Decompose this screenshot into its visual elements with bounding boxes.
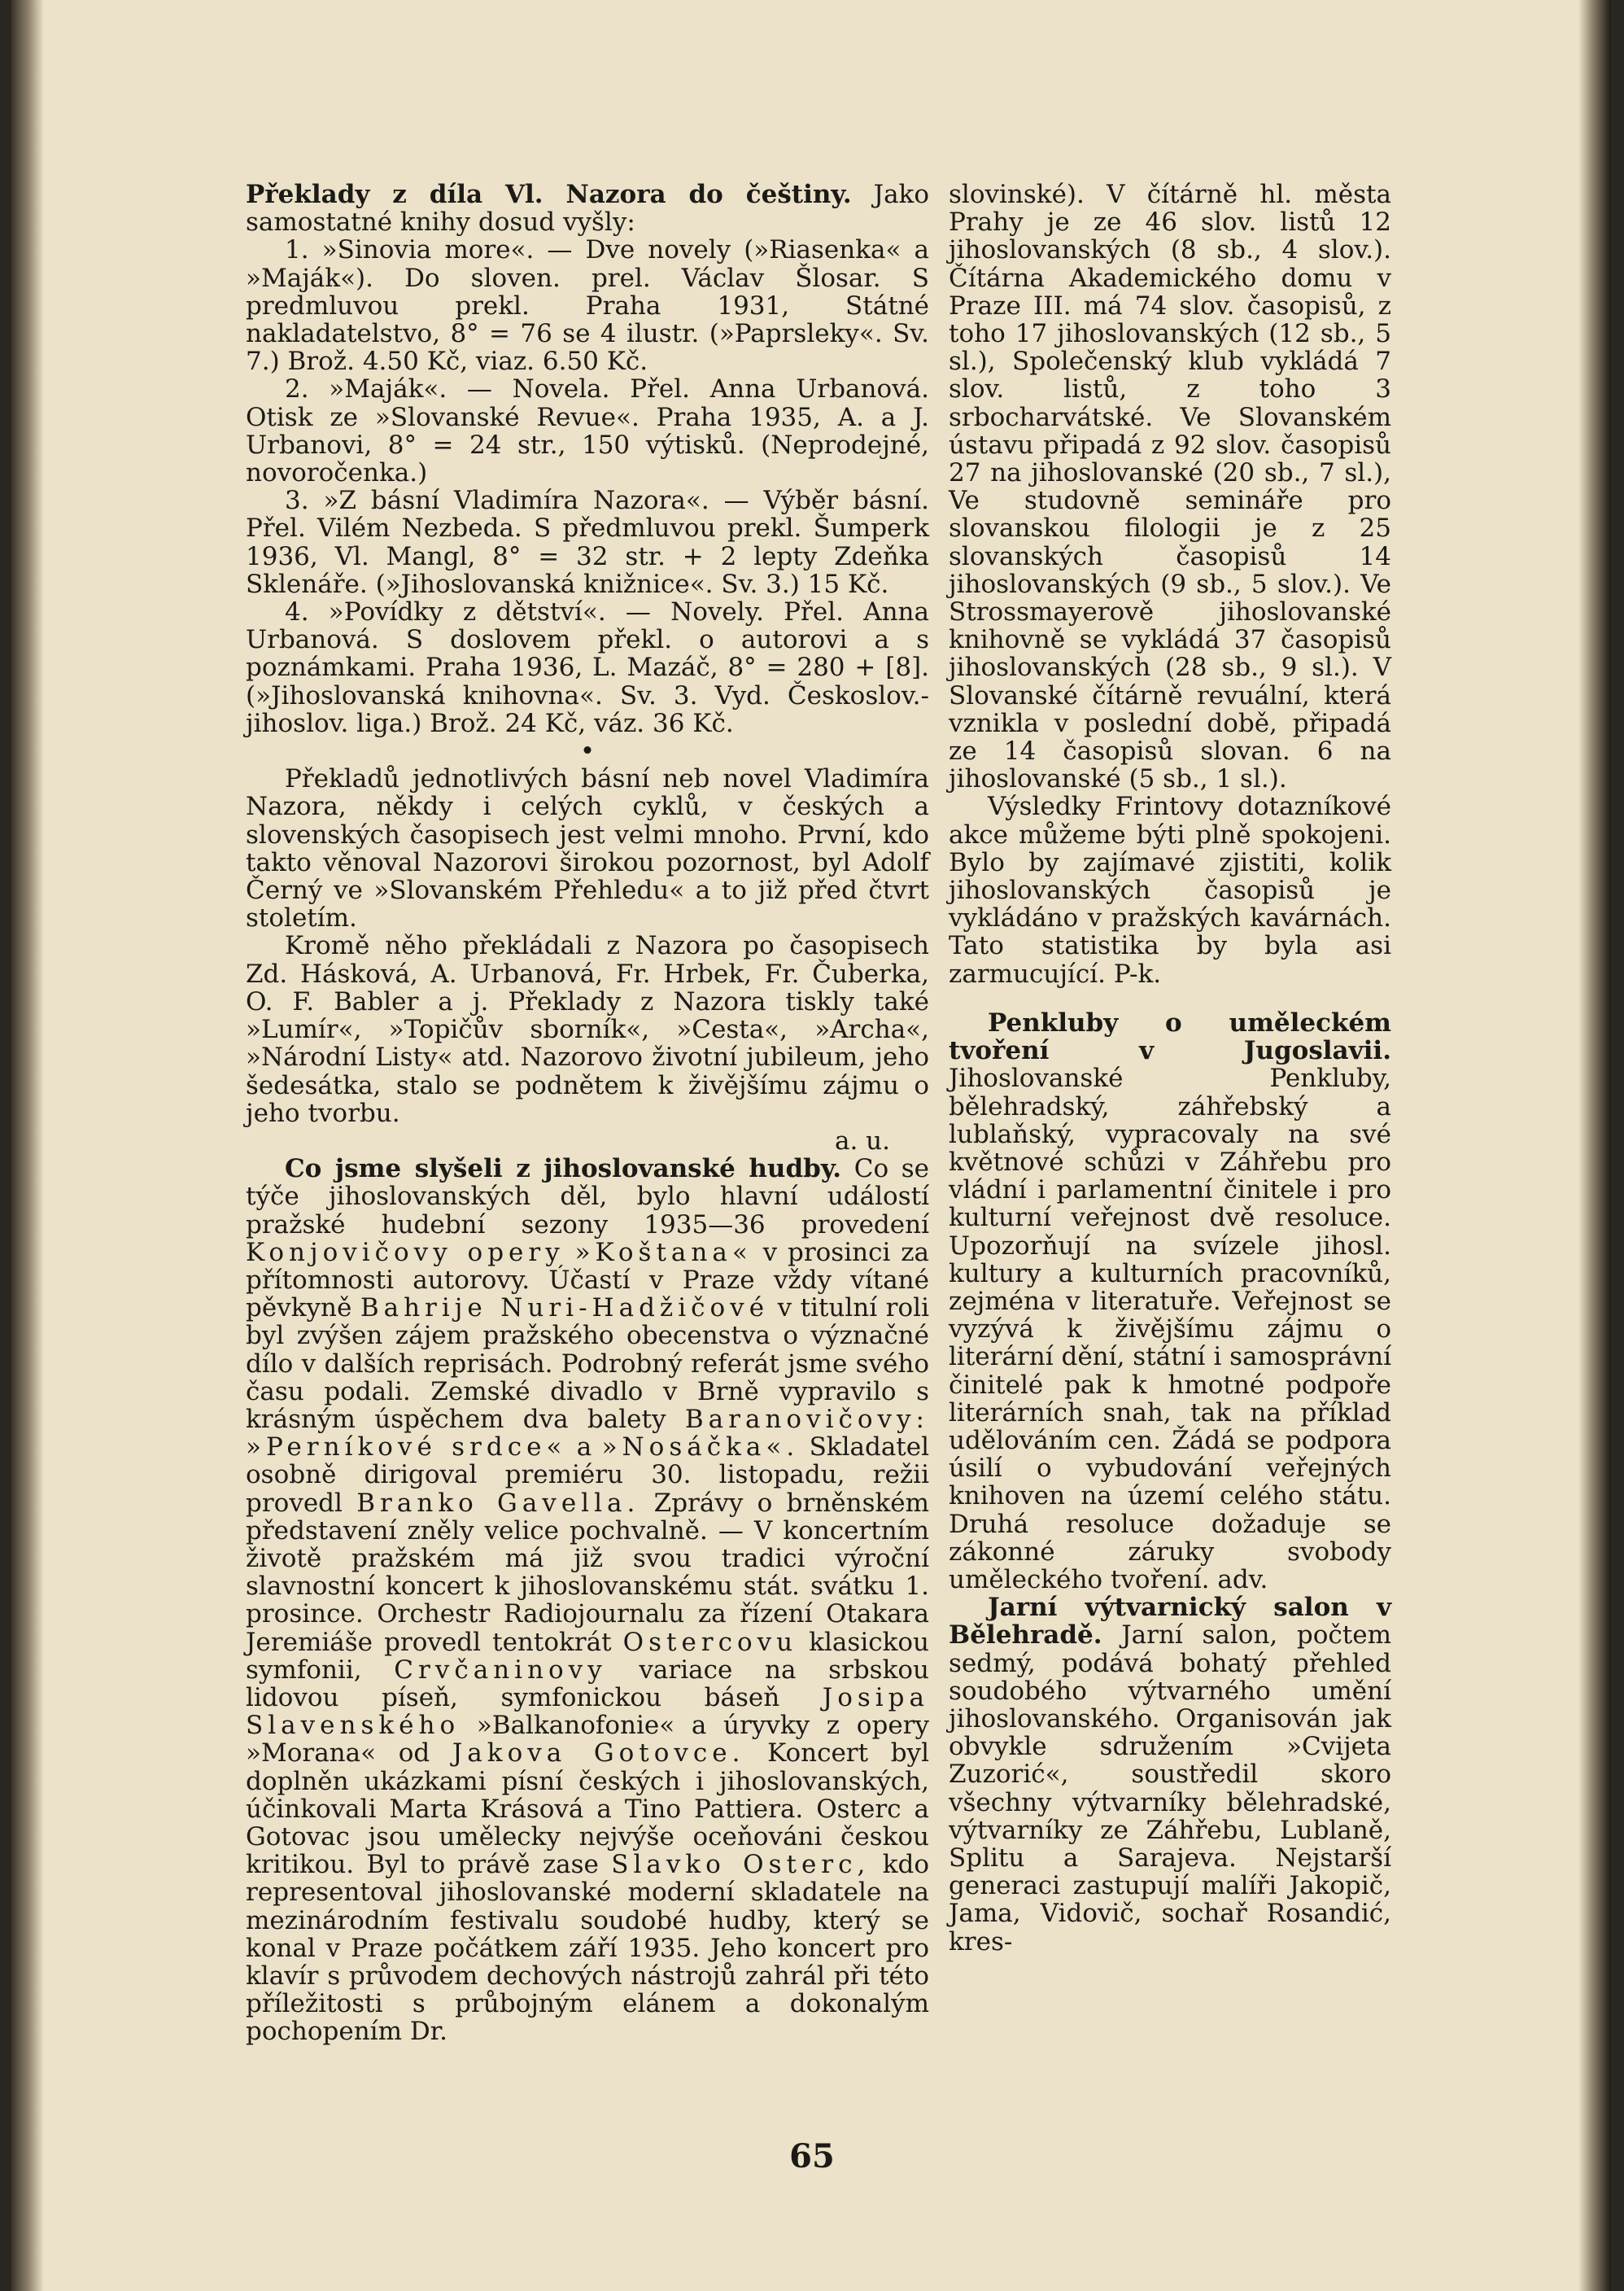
scan-right-edge [1578,0,1611,2291]
reading-rooms-paragraph: slovinské). V čítárně hl. města Prahy je ze 46 slov. listů 12 jihoslovanských (8 sb., 4 slov.). Čítárna Akademického domu v Praze III. má 74 slov. časopisů, z toho 17 jihoslovanských (12 sb., 5 sl.), Společenský klub vykládá 7 slov. listů, z toho 3 srbocharvátské. Ve Slovanském ústavu připadá z 92 slov. časopisů 27 na jihoslovanské (20 sb., 7 sl.), Ve studovně semináře pro slovanskou filologii je z 25 slovanských časopisů 14 jihoslovanských (9 sb., 5 slov.). Ve Strossmayerově jihoslovanské knihovně se vykládá 37 časopisů jihoslovanských (28 sb., 9 sl.). V Slovanské čítárně revuální, která vznikla v poslední době, připadá ze 14 časopisů slovan. 6 na jihoslovanské (5 sb., 1 sl.). [949,180,1391,794]
penclubs-heading: Penkluby o uměleckém tvoření v Jugoslavii. [949,1008,1391,1066]
author-signature: adv. [1217,1564,1268,1594]
penclubs-article: Penkluby o uměleckém tvoření v Jugoslavii. Jihoslovanské Penkluby, bělehradský, záhřebský a lublaňský, vypracovaly na své květnové schůzi v Záhřebu pro vládní i parlamentní činitele i pro kulturní veřejnost dvě resoluce. Upozorňují na svízele jihosl. kultury a kulturních pracovníků, zejména v literatuře. Veřejnost se vyzývá k živějšímu zájmu o literární dění, státní i samosprávní činitelé pak k hmotné podpoře literárních snah, tak na příklad udělováním cen. Žádá se podpora úsilí o vybudování veřejných knihoven na území celého státu. Druhá resoluce dožaduje se zákonné záruky svobody uměleckého tvoření. adv. [949,1008,1391,1594]
translations-paragraph: Překladů jednotlivých básní neb novel Vladimíra Nazora, někdy i celých cyklů, v českých a slovenských časopisech jest velmi mnoho. První, kdo takto věnoval Nazorovi širokou pozornost, byl Adolf Černý ve »Slovanském Přehledu« a to již před čtvrt stoletím. [246,764,929,933]
bibliography-heading: Překlady z díla Vl. Nazora do češtiny. [246,180,852,209]
bibliography-item: 4. »Povídky z dětství«. — Novely. Přel. Anna Urbanová. S doslovem překl. o autorovi a s poznámkami. Praha 1936, L. Mazáč, 8° = 280 + [8]. (»Jihoslovanská knihovna«. Sv. 3. Vyd. Českoslov.-jihoslov. liga.) Brož. 24 Kč, váz. 36 Kč. [246,597,929,738]
page-number: 65 [789,2137,835,2175]
translators-paragraph: Kromě něho překládali z Nazora po časopisech Zd. Hásková, A. Urbanová, Fr. Hrbek, Fr. Čuberka, O. F. Babler a j. Překlady z Nazora tiskly také »Lumír«, »Topičův sborník«, »Cesta«, »Archa«, »Národní Listy« atd. Nazorovo životní jubileum, jeho šedesátka, stalo se podnětem k živějšímu zájmu o jeho tvorbu. [246,931,929,1128]
bibliography-item: 2. »Maják«. — Novela. Přel. Anna Urbanová. Otisk ze »Slovanské Revue«. Praha 1935, A. a J. Urbanovi, 8° = 24 str., 150 výtisků. (Neprodejné, novoročenka.) [246,374,929,488]
music-heading: Co jsme slyšeli z jihoslovanské hudby. [285,1154,842,1184]
section-bullet: • [579,737,596,767]
bibliography-intro: Překlady z díla Vl. Nazora do češtiny. Jako samostatné knihy dosud vyšly: [246,180,929,238]
author-signature: P-k. [1113,959,1162,989]
scan-binding-edge [11,0,44,2291]
author-signature: a. u. [834,1126,890,1156]
survey-paragraph: Výsledky Frintovy dotazníkové akce můžeme býti plně spokojeni. Bylo by zajímavé zjistiti, kolik jihoslovanských časopisů je vykládáno v pražských kavárnách. Tato statistika by byla asi zarmucující. P-k. [949,792,1391,989]
right-column [949,181,1391,1956]
bibliography-item: 1. »Sinovia more«. — Dve novely (»Riasenka« a »Maják«). Do sloven. prel. Václav Šlosar. S predmluvou prekl. Praha 1931, Státné nakladatelstvo, 8° = 76 se 4 ilustr. (»Paprsleky«. Sv. 7.) Brož. 4.50 Kč, viaz. 6.50 Kč. [246,235,929,377]
salon-article: Jarní výtvarnický salon v Bělehradě. Jarní salon, počtem sedmý, podává bohatý přehled soudobého výtvarného umění jihoslovanského. Organisován jak obvykle sdružením »Cvijeta Zuzorić«, soustředil skoro všechny výtvarníky bělehradské, výtvarníky ze Záhřebu, Lublaně, Splitu a Sarajeva. Nejstarší generaci zastupují malíři Jakopič, Jama, Vidovič, sochař Rosandić, kres- [949,1593,1391,1957]
salon-heading: Jarní výtvarnický salon v Bělehradě. [949,1593,1391,1650]
bibliography-item: 3. »Z básní Vladimíra Nazora«. — Výběr básní. Přel. Vilém Nezbeda. S předmluvou prekl. Šumperk 1936, Vl. Mangl, 8° = 32 str. + 2 lepty Zdeňka Sklenáře. (»Jihoslovanská knižnice«. Sv. 3.) 15 Kč. [246,486,929,599]
left-column [246,181,929,2046]
music-article: Co jsme slyšeli z jihoslovanské hudby. Co se týče jihoslovanských děl, bylo hlavní událostí pražské hudební sezony 1935—36 provedení Konjovičovy opery »Koštana« v prosinci za přítomnosti autorovy. Účastí v Praze vždy vítané pěvkyně Bahrije Nuri-Hadžičové v titulní roli byl zvýšen zájem pražského obecenstva o význačné dílo v dalších reprisách. Podrobný referát jsme svého času podali. Zemské divadlo v Brně vypravilo s krásným úspěchem dva balety Baranovičovy: »Perníkové srdce« a »Nosáčka«. Skladatel osobně dirigoval premiéru 30. listopadu, režii provedl Branko Gavella. Zprávy o brněnském představení zněly velice pochvalně. — V koncertním životě pražském má již svou tradici výroční slavnostní koncert k jihoslovanskému stát. svátku 1. prosince. Orchestr Radiojournalu za řízení Otakara Jeremiáše provedl tentokrát Ostercovu klasickou symfonii, Crvčaninovy variace na srbskou lidovou píseň, symfonickou báseň Josipa Slavenského »Balkanofonie« a úryvky z opery »Morana« od Jakova Gotovce. Koncert byl doplněn ukázkami písní českých i jihoslovanských, účinkovali Marta Krásová a Tino Pattiera. Osterc a Gotovac jsou umělecky nejvýše oceňováni českou kritikou. Byl to právě zase Slavko Osterc, kdo representoval jihoslovanské moderní skladatele na mezinárodním festivalu soudobé hudby, který se konal v Praze počátkem září 1935. Jeho koncert pro klavír s průvodem dechových nástrojů zahrál při této příležitosti s průbojným elánem a dokonalým pochopením Dr. [246,1154,930,2047]
